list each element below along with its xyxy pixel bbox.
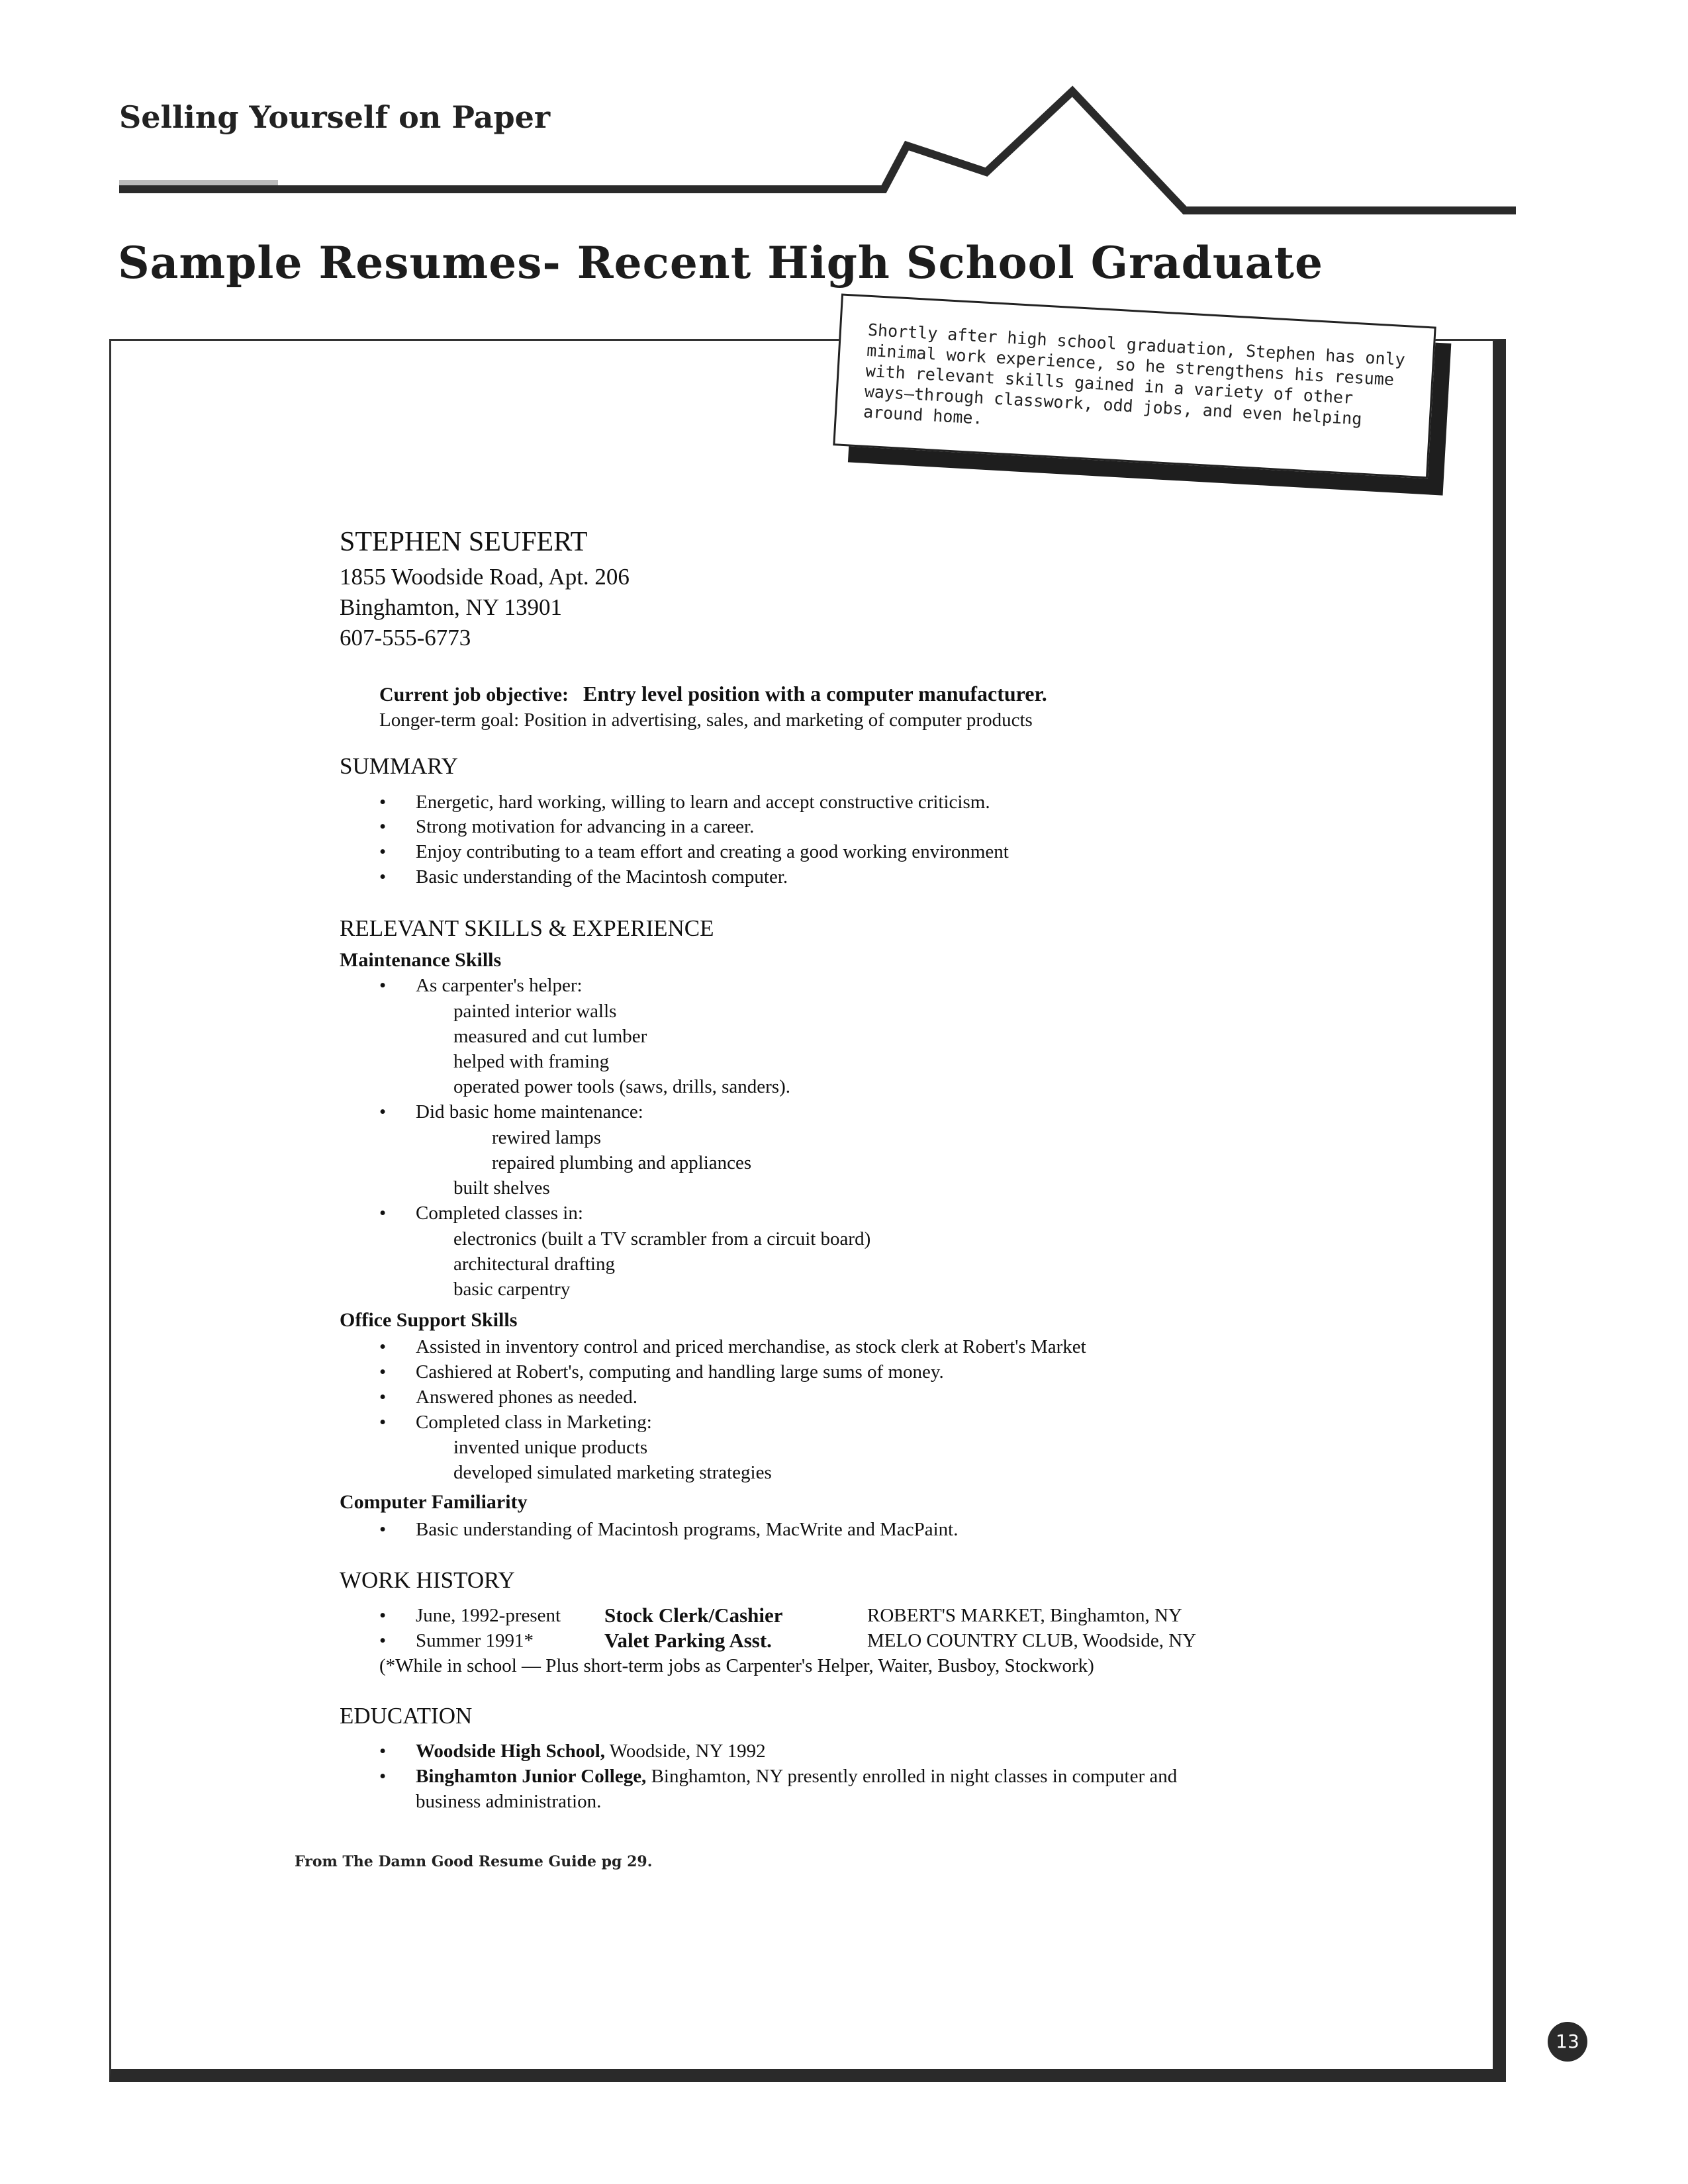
summary-item: Basic understanding of the Macintosh computer. — [416, 866, 788, 887]
education-school: Binghamton Junior College, — [416, 1766, 647, 1787]
list-item: • — [379, 1336, 387, 1357]
source-citation: From The Damn Good Resume Guide pg 29. — [295, 1853, 653, 1870]
marketing-item: invented unique products — [453, 1437, 648, 1458]
work-employer: MELO COUNTRY CLUB, Woodside, NY — [867, 1630, 1197, 1651]
home-item: rewired lamps — [492, 1127, 602, 1148]
callout-text: Shortly after high school graduation, Stephen has only minimal work experience, so he strengthens his resume with relevant skills gained in a variety of other ways–through classwork, odd jobs, and even helping around home. — [863, 320, 1406, 429]
maintenance-heading: Maintenance Skills — [340, 949, 502, 971]
summary-heading: SUMMARY — [340, 753, 458, 779]
list-item: • — [379, 792, 387, 813]
address-line-2: Binghamton, NY 13901 — [340, 594, 563, 620]
list-item: • — [379, 866, 387, 887]
office-item: Completed class in Marketing: — [416, 1412, 652, 1433]
callout-note — [830, 293, 1476, 527]
address-line-1: 1855 Woodside Road, Apt. 206 — [340, 564, 630, 590]
education-heading: EDUCATION — [340, 1703, 473, 1729]
computer-item: Basic understanding of Macintosh programs, MacWrite and MacPaint. — [416, 1519, 959, 1540]
summary-item: Enjoy contributing to a team effort and creating a good working environment — [416, 841, 1009, 862]
list-item: • — [379, 1605, 387, 1626]
page-heading: Sample Resumes- Recent High School Graduate — [118, 237, 1324, 289]
list-item: • — [379, 975, 387, 996]
carpenter-item: painted interior walls — [453, 1001, 617, 1022]
education-school: Woodside High School, — [416, 1741, 606, 1762]
summary-item: Energetic, hard working, willing to learn and accept constructive criticism. — [416, 792, 990, 813]
resume-frame — [109, 339, 1506, 2082]
callout-box — [833, 293, 1436, 478]
office-heading: Office Support Skills — [340, 1309, 518, 1331]
list-item: • — [379, 816, 387, 837]
list-item: • — [379, 841, 387, 862]
education-item — [416, 1766, 1177, 1788]
office-item: Assisted in inventory control and priced merchandise, as stock clerk at Robert's Market — [416, 1336, 1086, 1357]
page-number: 13 — [1548, 2022, 1587, 2062]
summary-item: Strong motivation for advancing in a career. — [416, 816, 755, 837]
list-item: • — [379, 1101, 387, 1122]
resume-name: STEPHEN SEUFERT — [340, 527, 588, 557]
list-item: • — [379, 1203, 387, 1224]
longer-term-goal: Longer-term goal: Position in advertising, sales, and marketing of computer products — [379, 709, 1033, 731]
list-item: • — [379, 1412, 387, 1433]
education-detail: Binghamton, NY presently enrolled in night classes in computer and — [651, 1766, 1178, 1787]
work-title: Stock Clerk/Cashier — [604, 1604, 783, 1627]
office-item: Answered phones as needed. — [416, 1387, 638, 1408]
carpenter-item: operated power tools (saws, drills, sanders). — [453, 1076, 790, 1097]
work-title: Valet Parking Asst. — [604, 1629, 772, 1652]
carpenter-bullet: As carpenter's helper: — [416, 975, 583, 996]
work-date: Summer 1991* — [416, 1630, 534, 1651]
office-item: Cashiered at Robert's, computing and handling large sums of money. — [416, 1361, 944, 1383]
section-title: Selling Yourself on Paper — [119, 99, 551, 135]
computer-heading: Computer Familiarity — [340, 1491, 528, 1513]
list-item: • — [379, 1519, 387, 1540]
classes-item: architectural drafting — [453, 1253, 615, 1275]
phone-number: 607-555-6773 — [340, 625, 471, 651]
home-bullet: Did basic home maintenance: — [416, 1101, 643, 1122]
work-employer: ROBERT'S MARKET, Binghamton, NY — [867, 1605, 1182, 1626]
work-date: June, 1992-present — [416, 1605, 561, 1626]
objective-line — [379, 682, 1047, 706]
work-heading: WORK HISTORY — [340, 1567, 515, 1593]
classes-item: electronics (built a TV scrambler from a circuit board) — [453, 1228, 871, 1250]
education-item — [416, 1741, 766, 1762]
list-item: • — [379, 1361, 387, 1383]
list-item: • — [379, 1630, 387, 1651]
list-item: • — [379, 1387, 387, 1408]
classes-item: basic carpentry — [453, 1279, 571, 1300]
home-item: built shelves — [453, 1177, 550, 1199]
education-detail: Woodside, NY 1992 — [609, 1741, 766, 1762]
list-item: • — [379, 1741, 387, 1762]
home-item: repaired plumbing and appliances — [492, 1152, 752, 1173]
skills-heading: RELEVANT SKILLS & EXPERIENCE — [340, 915, 714, 941]
carpenter-item: helped with framing — [453, 1051, 610, 1072]
education-detail-line2: business administration. — [416, 1791, 602, 1812]
objective-label: Current job objective: — [379, 684, 569, 705]
objective-value: Entry level position with a computer manufacturer. — [583, 682, 1047, 705]
work-note: (*While in school — Plus short-term jobs as Carpenter's Helper, Waiter, Busboy, Stockwork) — [379, 1655, 1094, 1676]
carpenter-item: measured and cut lumber — [453, 1026, 647, 1047]
marketing-item: developed simulated marketing strategies — [453, 1462, 772, 1483]
list-item: • — [379, 1766, 387, 1787]
classes-bullet: Completed classes in: — [416, 1203, 583, 1224]
